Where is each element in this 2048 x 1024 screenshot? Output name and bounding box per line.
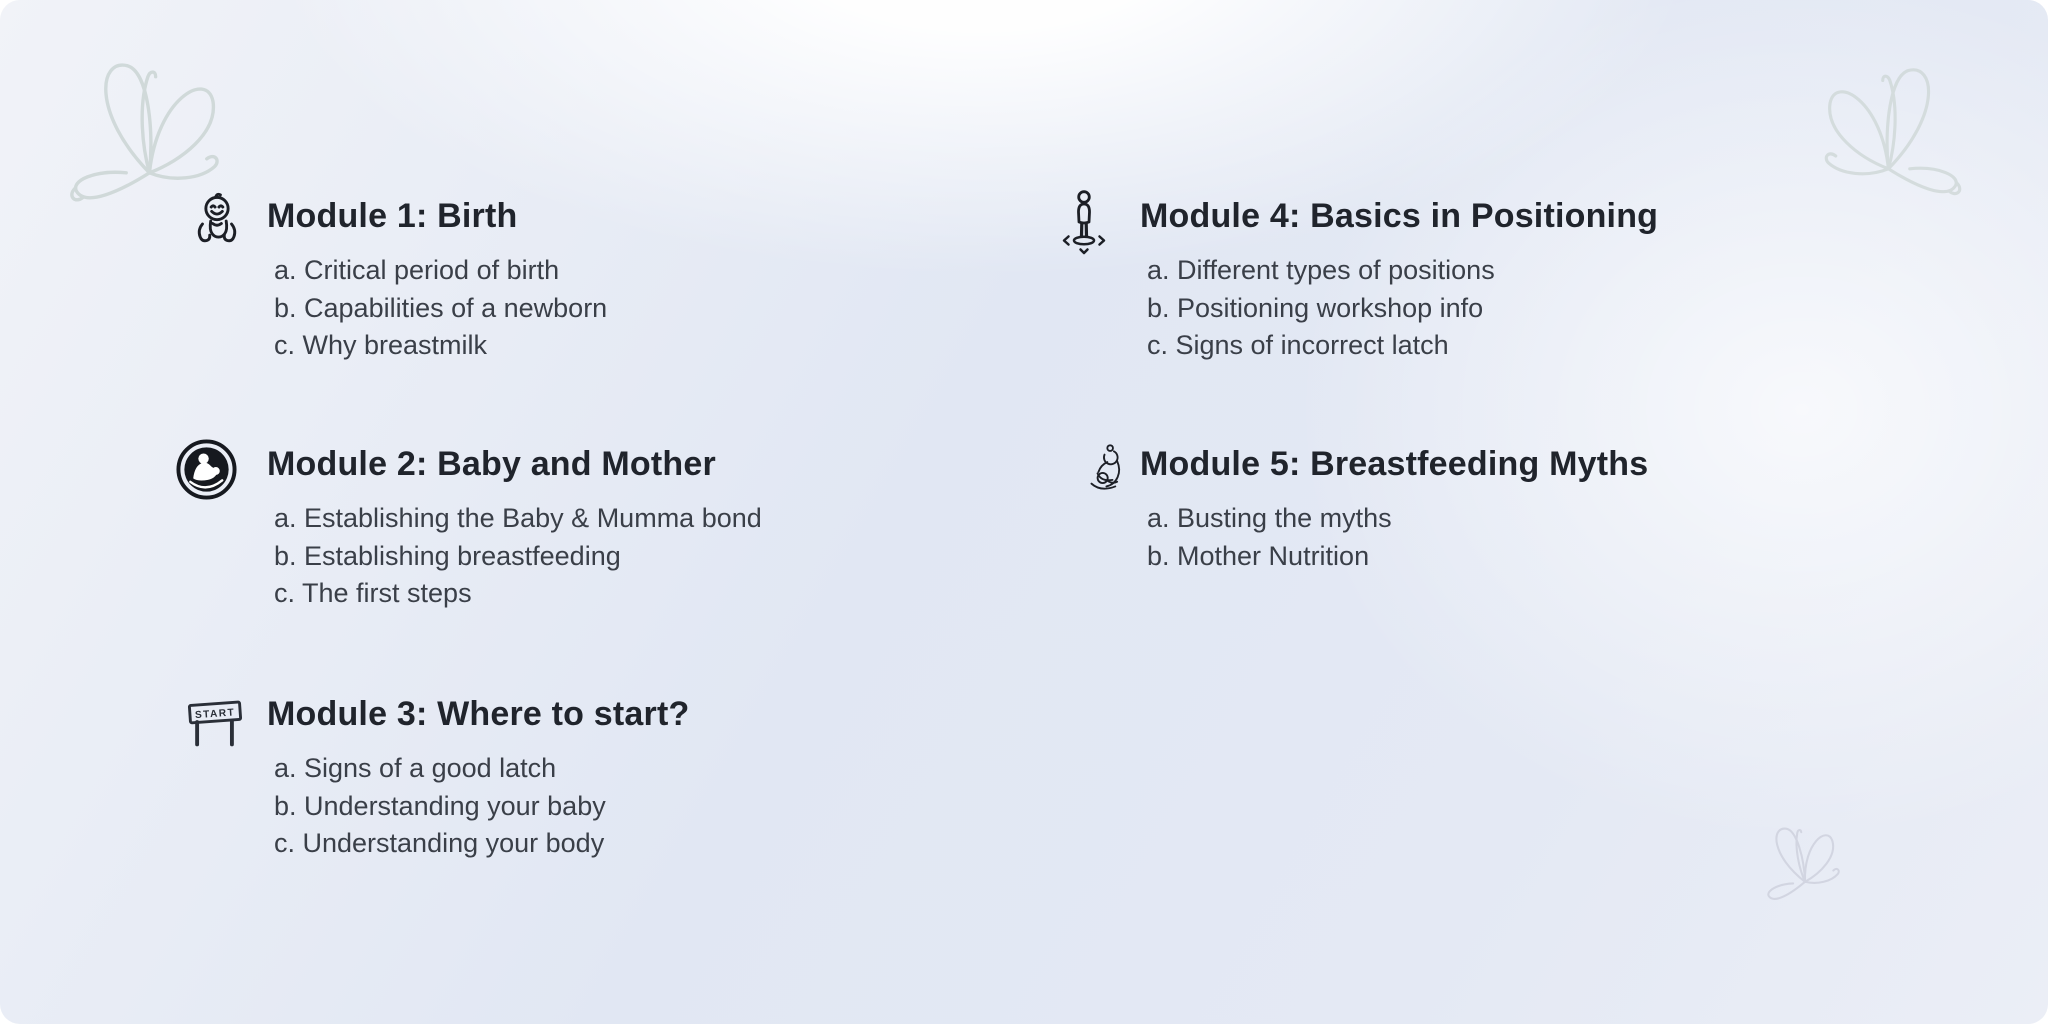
- breastfeeding-mother-icon: [1076, 441, 1134, 501]
- module-item: c. Understanding your body: [274, 828, 605, 858]
- module-item: a. Critical period of birth: [274, 255, 560, 285]
- module-2-title: Module 2: Baby and Mother: [267, 445, 716, 483]
- module-3-items: [267, 750, 689, 863]
- module-item: c. Signs of incorrect latch: [1147, 330, 1449, 360]
- module-item: b. Capabilities of a newborn: [274, 292, 608, 323]
- module-4-items: [1140, 252, 1658, 365]
- start-sign-label: START: [194, 707, 236, 722]
- module-item: c. The first steps: [274, 578, 472, 608]
- module-item: b. Positioning workshop info: [1147, 292, 1484, 323]
- module-item: b. Mother Nutrition: [1147, 540, 1370, 571]
- module-item: a. Different types of positions: [1147, 255, 1495, 285]
- module-item: c. Why breastmilk: [274, 330, 488, 360]
- butterfly-icon: [1749, 810, 1859, 928]
- module-item: a. Establishing the Baby & Mumma bond: [274, 503, 762, 533]
- module-5-title: Module 5: Breastfeeding Myths: [1140, 445, 1649, 483]
- module-item: a. Signs of a good latch: [274, 753, 557, 783]
- module-item: b. Understanding your baby: [274, 790, 606, 821]
- module-1-title: Module 1: Birth: [267, 197, 518, 235]
- baby-in-hands-icon: [186, 190, 248, 258]
- mother-baby-emblem-icon: [175, 438, 238, 501]
- module-item: a. Busting the myths: [1147, 503, 1392, 533]
- module-1-items: [267, 252, 607, 365]
- module-4-title: Module 4: Basics in Positioning: [1140, 197, 1659, 235]
- module-item: b. Establishing breastfeeding: [274, 540, 621, 571]
- module-2-items: [267, 500, 762, 613]
- module-3-title: Module 3: Where to start?: [267, 695, 690, 733]
- start-sign-icon: [182, 696, 248, 754]
- module-5-items: [1140, 500, 1648, 575]
- butterfly-icon: [1798, 52, 1976, 240]
- positioning-person-icon: [1061, 189, 1107, 255]
